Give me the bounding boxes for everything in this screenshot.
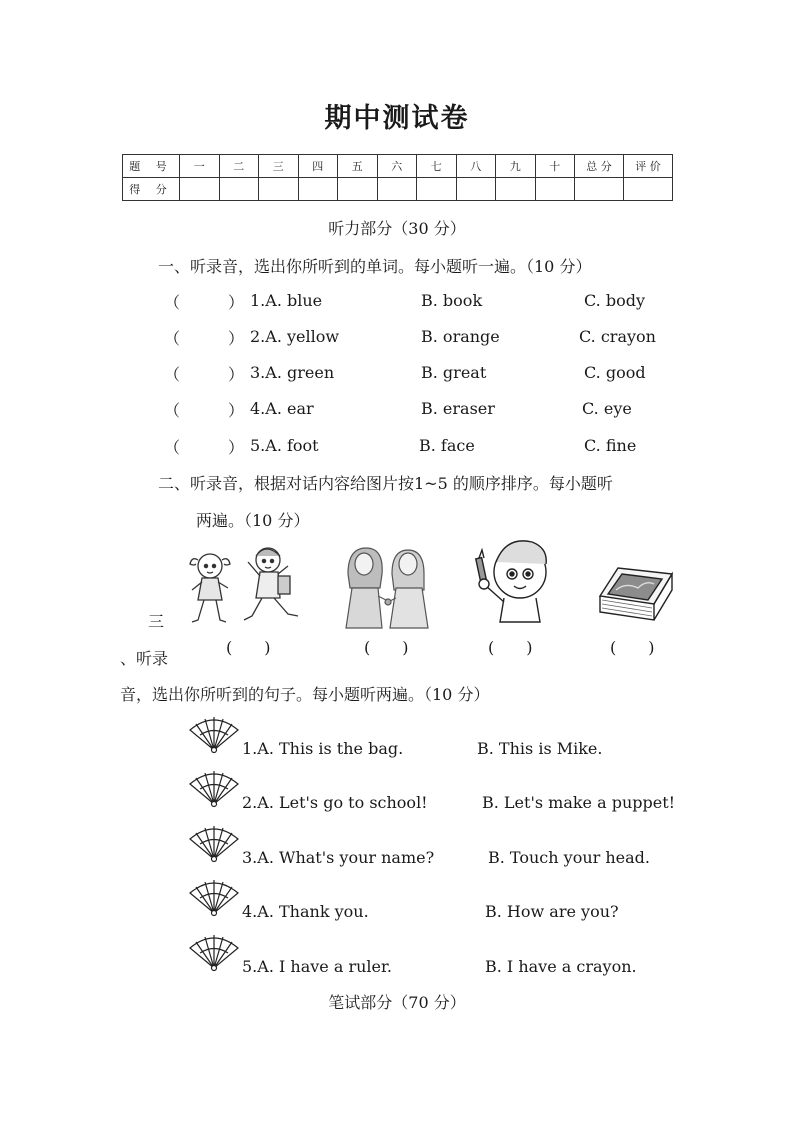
score-input-cell[interactable] [624, 178, 673, 201]
option-c: C. body [584, 291, 645, 310]
listening-section-header: 听力部分（30 分） [328, 219, 466, 238]
option-b: B. orange [421, 327, 500, 346]
score-table-score-row [123, 178, 673, 201]
score-cell: 四 [298, 155, 338, 178]
score-cell: 十 [535, 155, 575, 178]
score-cell: 评 价 [624, 155, 673, 178]
sentence-option-a: 2.A. Let's go to school! [242, 793, 428, 812]
section2-instruction-line1: 二、听录音，根据对话内容给图片按1~5 的顺序排序。每小题听 [158, 474, 613, 493]
score-table [122, 154, 673, 201]
option-c: C. fine [584, 436, 637, 455]
option-a: 1.A. blue [250, 291, 323, 310]
section3-instruction: 音，选出你所听到的句子。每小题听两遍。（10 分） [120, 685, 490, 704]
two-kids-walking-icon [186, 544, 308, 628]
score-input-cell[interactable] [338, 178, 378, 201]
sentence-option-a: 5.A. I have a ruler. [242, 957, 392, 976]
score-cell: 五 [338, 155, 378, 178]
answer-blank[interactable]: （ ） [164, 438, 245, 457]
section2-instruction-line2: 两遍。（10 分） [196, 511, 310, 530]
book-icon [596, 562, 676, 622]
answer-blank[interactable]: （ ） [164, 329, 245, 348]
score-cell: 六 [377, 155, 417, 178]
sentence-option-b: B. I have a crayon. [485, 957, 637, 976]
score-input-cell[interactable] [575, 178, 624, 201]
score-input-cell[interactable] [219, 178, 259, 201]
option-a: 4.A. ear [250, 399, 314, 418]
sentence-option-a: 4.A. Thank you. [242, 902, 369, 921]
score-cell: 八 [456, 155, 496, 178]
sentence-option-b: B. This is Mike. [477, 739, 603, 758]
sentence-option-b: B. Let's make a puppet! [482, 793, 676, 812]
option-c: C. good [584, 363, 646, 382]
fan-icon [186, 770, 242, 810]
option-b: B. eraser [421, 399, 495, 418]
score-cell: 总 分 [575, 155, 624, 178]
fan-icon [186, 825, 242, 865]
boy-holding-crayon-icon [470, 536, 554, 628]
option-a: 5.A. foot [250, 436, 319, 455]
score-input-cell[interactable] [377, 178, 417, 201]
score-row-label: 得 分 [123, 178, 180, 201]
score-input-cell[interactable] [259, 178, 299, 201]
section3-number: 三 [148, 612, 165, 631]
section3-label: 、听录 [120, 649, 169, 668]
score-cell: 二 [219, 155, 259, 178]
option-a: 2.A. yellow [250, 327, 340, 346]
score-input-cell[interactable] [417, 178, 457, 201]
score-table-header-row [123, 155, 673, 178]
sentence-option-b: B. How are you? [485, 902, 619, 921]
option-c: C. crayon [579, 327, 656, 346]
option-c: C. eye [582, 399, 632, 418]
score-cell: 七 [417, 155, 457, 178]
written-section-header: 笔试部分（70 分） [328, 993, 466, 1012]
section1-instruction: 一、听录音，选出你所听到的单词。每小题听一遍。（10 分） [158, 257, 592, 276]
score-cell: 九 [496, 155, 536, 178]
fan-icon [186, 934, 242, 974]
two-girls-shaking-hands-icon [340, 544, 432, 628]
score-input-cell[interactable] [180, 178, 220, 201]
page-title: 期中测试卷 [324, 103, 470, 134]
answer-blank[interactable]: （ ） [164, 401, 245, 420]
score-cell: 一 [180, 155, 220, 178]
picture-answer-blank[interactable]: ( ) [488, 638, 533, 657]
picture-answer-blank[interactable]: ( ) [226, 638, 271, 657]
answer-blank[interactable]: （ ） [164, 293, 245, 312]
sentence-option-a: 1.A. This is the bag. [242, 739, 404, 758]
sentence-option-a: 3.A. What's your name? [242, 848, 435, 867]
picture-answer-blank[interactable]: ( ) [610, 638, 655, 657]
fan-icon [186, 716, 242, 756]
score-input-cell[interactable] [456, 178, 496, 201]
option-b: B. great [421, 363, 487, 382]
answer-blank[interactable]: （ ） [164, 365, 245, 384]
option-a: 3.A. green [250, 363, 335, 382]
fan-icon [186, 879, 242, 919]
picture-answer-blank[interactable]: ( ) [364, 638, 409, 657]
score-cell: 三 [259, 155, 299, 178]
sentence-option-b: B. Touch your head. [488, 848, 650, 867]
score-input-cell[interactable] [535, 178, 575, 201]
score-input-cell[interactable] [496, 178, 536, 201]
option-b: B. book [421, 291, 483, 310]
score-input-cell[interactable] [298, 178, 338, 201]
score-cell: 题 号 [123, 155, 180, 178]
option-b: B. face [419, 436, 475, 455]
